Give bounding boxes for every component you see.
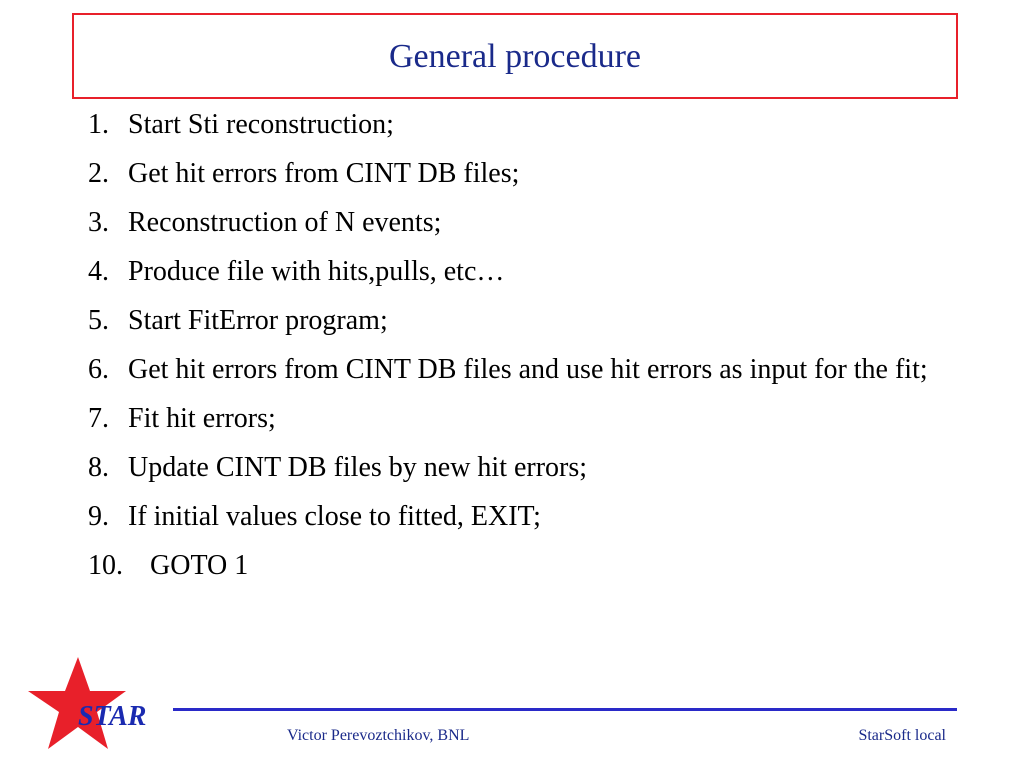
step-text: Reconstruction of N events; (128, 207, 442, 238)
footer-divider (173, 708, 957, 711)
step-text: Fit hit errors; (128, 403, 276, 434)
step-number: 5. (88, 305, 109, 336)
list-item (88, 500, 948, 534)
list-item (88, 157, 948, 191)
list-item (88, 255, 948, 289)
footer-project: StarSoft local (858, 727, 946, 744)
slide-title: General procedure (388, 38, 641, 75)
procedure-list (88, 108, 948, 598)
list-item (88, 451, 948, 485)
step-number: 4. (88, 256, 109, 287)
step-text: GOTO 1 (150, 550, 249, 581)
step-number: 10. (88, 550, 123, 581)
step-number: 2. (88, 158, 109, 189)
step-text: Update CINT DB files by new hit errors; (128, 452, 588, 483)
step-number: 8. (88, 452, 109, 483)
list-item (88, 206, 948, 240)
list-item (88, 549, 948, 583)
list-item (88, 402, 948, 436)
star-logo-text: STAR (78, 701, 147, 732)
step-number: 9. (88, 501, 109, 532)
step-number: 1. (88, 109, 109, 140)
list-item (88, 108, 948, 142)
step-number: 6. (88, 354, 109, 385)
step-text: If initial values close to fitted, EXIT; (128, 501, 541, 532)
step-text: Start Sti reconstruction; (128, 109, 394, 140)
title-box (72, 13, 958, 99)
footer-author: Victor Perevoztchikov, BNL (287, 727, 470, 744)
step-text: Get hit errors from CINT DB files and use hit errors as input for the fit; (128, 354, 928, 385)
step-text: Produce file with hits,pulls, etc… (128, 256, 505, 287)
list-item (88, 353, 948, 387)
step-text: Get hit errors from CINT DB files; (128, 158, 520, 189)
step-text: Start FitError program; (128, 305, 388, 336)
list-item (88, 304, 948, 338)
step-number: 7. (88, 403, 109, 434)
step-number: 3. (88, 207, 109, 238)
